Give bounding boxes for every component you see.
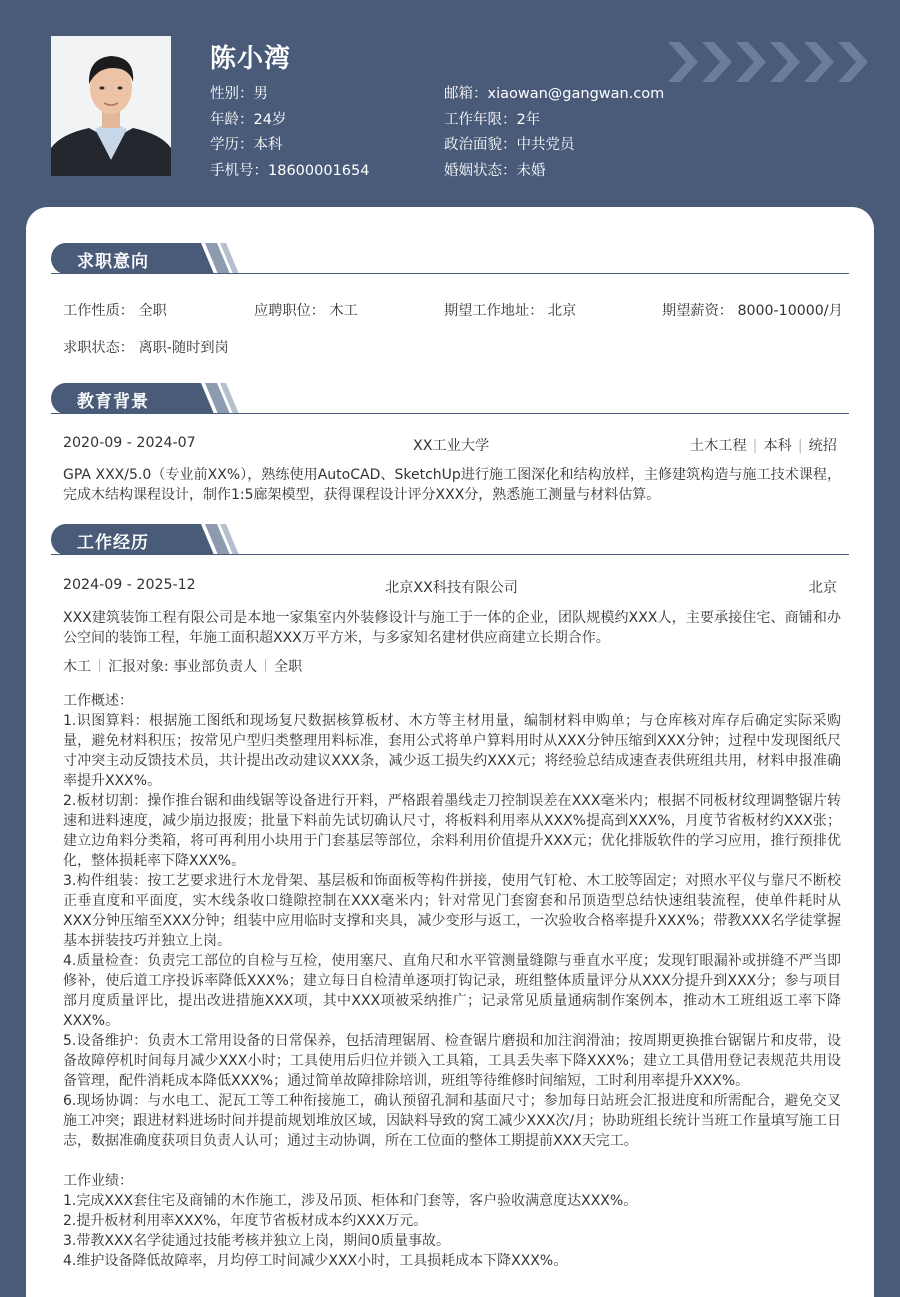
education-major: 土木工程 — [689, 438, 747, 454]
work-company: 北京XX科技有限公司 — [385, 580, 518, 596]
achievement-item: 3.带教XXX名学徒通过技能考核并独立上岗，期间0质量事故。 — [63, 1233, 451, 1249]
education-school: XX工业大学 — [413, 438, 490, 454]
overview-item: 2.板材切割：操作推台锯和曲线锯等设备进行开料，严格跟着墨线走刀控制误差在XXX毫米内；根据不同板材纹理调整锯片转速和进料速度，减少崩边报废；批量下料前先试切确认尺寸，将板料利用率从XXX%提高到XXX%，月度节省板材约XXX张；建立边角料分类箱，将可再利用小块用于门套基层等部位，余料利用价值提升XXX元；优化排版软件的学习应用，推行预排优化，整体损耗率下降XXX%。 — [63, 793, 841, 869]
work-city: 北京 — [808, 580, 837, 596]
marital-status-field: 婚姻状态：未婚 — [444, 162, 546, 179]
section-divider — [51, 554, 849, 555]
email-field: 邮箱：xiaowan@gangwan.com — [444, 86, 665, 102]
phone-field: 手机号：18600001654 — [210, 162, 370, 179]
resume-card — [26, 207, 874, 1297]
intent-salary: 期望薪资： 8000-10000/月 — [662, 303, 843, 319]
section-header-intent — [51, 243, 849, 275]
section-header-work — [51, 524, 849, 556]
work-tag: 全职 — [274, 659, 303, 675]
work-tag: 汇报对象: 事业部负责人 — [108, 659, 258, 675]
section-header-education — [51, 383, 849, 415]
overview-item: 1.识图算料：根据施工图纸和现场复尺数据核算板材、木方等主材用量，编制材料申购单；与仓库核对库存后确定实际采购量，避免材料积压；按常见户型归类整理用料标准，套用公式将单户算料用时从XXX分钟压缩到XXX分钟；过程中发现图纸尺寸冲突主动反馈技术员，共计提出改动建议XXX条，减少返工损失约XXX元；将经验总结成速查表供班组共用，材料申报准确率提升XXX%。 — [63, 713, 841, 789]
achievements-title: 工作业绩： — [63, 1173, 133, 1189]
chevron-arrows-icon — [668, 42, 868, 82]
candidate-name: 陈小湾 — [210, 44, 292, 74]
section-divider — [51, 273, 849, 274]
political-status-field: 政治面貌：中共党员 — [444, 137, 575, 153]
work-tags — [63, 656, 302, 676]
tag-divider — [265, 659, 266, 672]
age-field: 年龄：24岁 — [210, 111, 287, 128]
section-title: 工作经历 — [77, 533, 149, 553]
intent-position: 应聘职位： 木工 — [254, 303, 358, 319]
company-description: XXX建筑装饰工程有限公司是本地一家集室内外装修设计与施工于一体的企业，团队规模约XXX人，主要承接住宅、商铺和办公空间的装饰工程，年施工面积超XXX万平方米，与多家知名建材供应商建立长期合作。 — [63, 610, 841, 646]
work-tag: 木工 — [63, 659, 91, 675]
intent-location: 期望工作地址： 北京 — [444, 303, 577, 319]
work-detail — [63, 691, 841, 1271]
overview-item: 6.现场协调：与水电工、泥瓦工等工种衔接施工，确认预留孔洞和基面尺寸；参加每日站班会汇报进度和所需配合，避免交叉施工冲突；跟进材料进场时间并提前规划堆放区域，因缺料导致的窝工减少XXX次/月；协助班组长统计当班工作量填写施工日志，数据准确度获项目负责人认可；通过主动协调，所在工位面的整体工期提前XXX天完工。 — [63, 1093, 841, 1149]
achievement-item: 2.提升板材利用率XXX%，年度节省板材成本约XXX万元。 — [63, 1213, 428, 1229]
education-level-field: 学历：本科 — [210, 137, 283, 153]
intent-status: 求职状态： 离职-随时到岗 — [63, 340, 229, 356]
overview-title: 工作概述： — [63, 693, 133, 709]
intent-job-type: 工作性质： 全职 — [63, 303, 167, 319]
basic-info-right — [444, 82, 664, 184]
gender-field: 性别：男 — [210, 86, 268, 102]
overview-item: 5.设备维护：负责木工常用设备的日常保养，包括清理锯屑、检查锯片磨损和加注润滑油；按周期更换推台锯锯片和皮带，设备故障停机时间每月减少XXX小时；工具使用后归位并锁入工具箱，工具丢失率下降XXX%；建立工具借用登记表规范共用设备管理，配件消耗成本降低XXX%；通过简单故障排除培训，班组等待维修时间缩短，工时利用率提升XXX%。 — [63, 1033, 841, 1089]
achievement-item: 1.完成XXX套住宅及商铺的木作施工，涉及吊顶、柜体和门套等，客户验收满意度达XXX%。 — [63, 1193, 638, 1209]
tag-divider — [99, 659, 100, 672]
section-title: 教育背景 — [77, 392, 149, 412]
education-description: GPA XXX/5.0（专业前XX%），熟练使用AutoCAD、SketchUp进行施工图深化和结构放样，主修建筑构造与施工技术课程，完成木结构课程设计，制作1:5廊架模型，获得课程设计评分XXX分，熟悉施工测量与材料估算。 — [63, 467, 841, 503]
work-years-field: 工作年限：2年 — [444, 111, 541, 128]
education-major-line: 土木工程 | 本科 | 统招 — [689, 438, 837, 454]
overview-item: 4.质量检查：负责完工部位的自检与互检，使用塞尺、直角尺和水平管测量缝隙与垂直水平度；发现钉眼漏补或拼缝不严当即修补，使后道工序投诉率降低XXX%；建立每日自检清单逐项打钩记录，班组整体质量评分从XXX分提升到XXX分；参与项目部月度质量评比，提出改进措施XXX项，其中XXX项被采纳推广；记录常见质量通病制作案例本，推动木工班组返工率下降XXX%。 — [63, 953, 841, 1029]
education-type: 统招 — [808, 438, 837, 454]
basic-info-left — [210, 82, 369, 184]
section-divider — [51, 413, 849, 414]
avatar — [51, 36, 171, 176]
education-degree: 本科 — [763, 438, 792, 454]
portrait-photo — [51, 36, 171, 176]
education-period: 2020-09 - 2024-07 — [63, 435, 196, 451]
work-period: 2024-09 - 2025-12 — [63, 577, 196, 593]
achievement-item: 4.维护设备降低故障率，月均停工时间减少XXX小时，工具损耗成本下降XXX%。 — [63, 1253, 568, 1269]
section-title: 求职意向 — [77, 252, 149, 272]
overview-item: 3.构件组装：按工艺要求进行木龙骨架、基层板和饰面板等构件拼接，使用气钉枪、木工胶等固定；对照水平仪与靠尺不断校正垂直度和平面度，实木线条收口缝隙控制在XXX毫米内；针对常见门套窗套和吊顶造型总结快速组装流程，使单件耗时从XXX分钟压缩至XXX分钟；组装中应用临时支撑和夹具，减少变形与返工，一次验收合格率提升XXX%；带教XXX名学徒掌握基本拼装技巧并独立上岗。 — [63, 873, 841, 949]
